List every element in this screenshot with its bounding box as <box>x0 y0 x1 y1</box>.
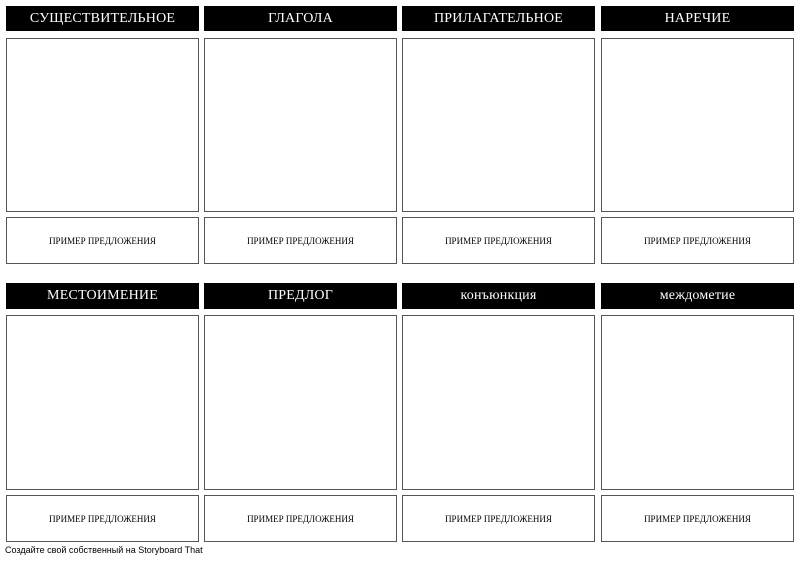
panel-header-noun: СУЩЕСТВИТЕЛЬНОЕ <box>6 6 199 31</box>
panel-caption-preposition[interactable]: ПРИМЕР ПРЕДЛОЖЕНИЯ <box>204 495 397 542</box>
panel-image-noun[interactable] <box>6 38 199 212</box>
panel-caption-adverb[interactable]: ПРИМЕР ПРЕДЛОЖЕНИЯ <box>601 217 794 264</box>
panel-header-conjunction: конъюнкция <box>402 283 595 309</box>
panel-image-pronoun[interactable] <box>6 315 199 490</box>
panel-caption-pronoun[interactable]: ПРИМЕР ПРЕДЛОЖЕНИЯ <box>6 495 199 542</box>
panel-caption-verb[interactable]: ПРИМЕР ПРЕДЛОЖЕНИЯ <box>204 217 397 264</box>
panel-header-pronoun: МЕСТОИМЕНИЕ <box>6 283 199 309</box>
panel-caption-adjective[interactable]: ПРИМЕР ПРЕДЛОЖЕНИЯ <box>402 217 595 264</box>
panel-header-verb: ГЛАГОЛА <box>204 6 397 31</box>
panel-caption-interjection[interactable]: ПРИМЕР ПРЕДЛОЖЕНИЯ <box>601 495 794 542</box>
panel-header-adjective: ПРИЛАГАТЕЛЬНОЕ <box>402 6 595 31</box>
panel-caption-noun[interactable]: ПРИМЕР ПРЕДЛОЖЕНИЯ <box>6 217 199 264</box>
panel-image-conjunction[interactable] <box>402 315 595 490</box>
panel-header-preposition: ПРЕДЛОГ <box>204 283 397 309</box>
panel-image-adverb[interactable] <box>601 38 794 212</box>
panel-image-verb[interactable] <box>204 38 397 212</box>
panel-image-adjective[interactable] <box>402 38 595 212</box>
panel-caption-conjunction[interactable]: ПРИМЕР ПРЕДЛОЖЕНИЯ <box>402 495 595 542</box>
panel-header-adverb: НАРЕЧИЕ <box>601 6 794 31</box>
panel-image-preposition[interactable] <box>204 315 397 490</box>
panel-image-interjection[interactable] <box>601 315 794 490</box>
storyboard-that-credit-link[interactable]: Создайте свой собственный на Storyboard That <box>5 545 203 555</box>
panel-header-interjection: междометие <box>601 283 794 309</box>
